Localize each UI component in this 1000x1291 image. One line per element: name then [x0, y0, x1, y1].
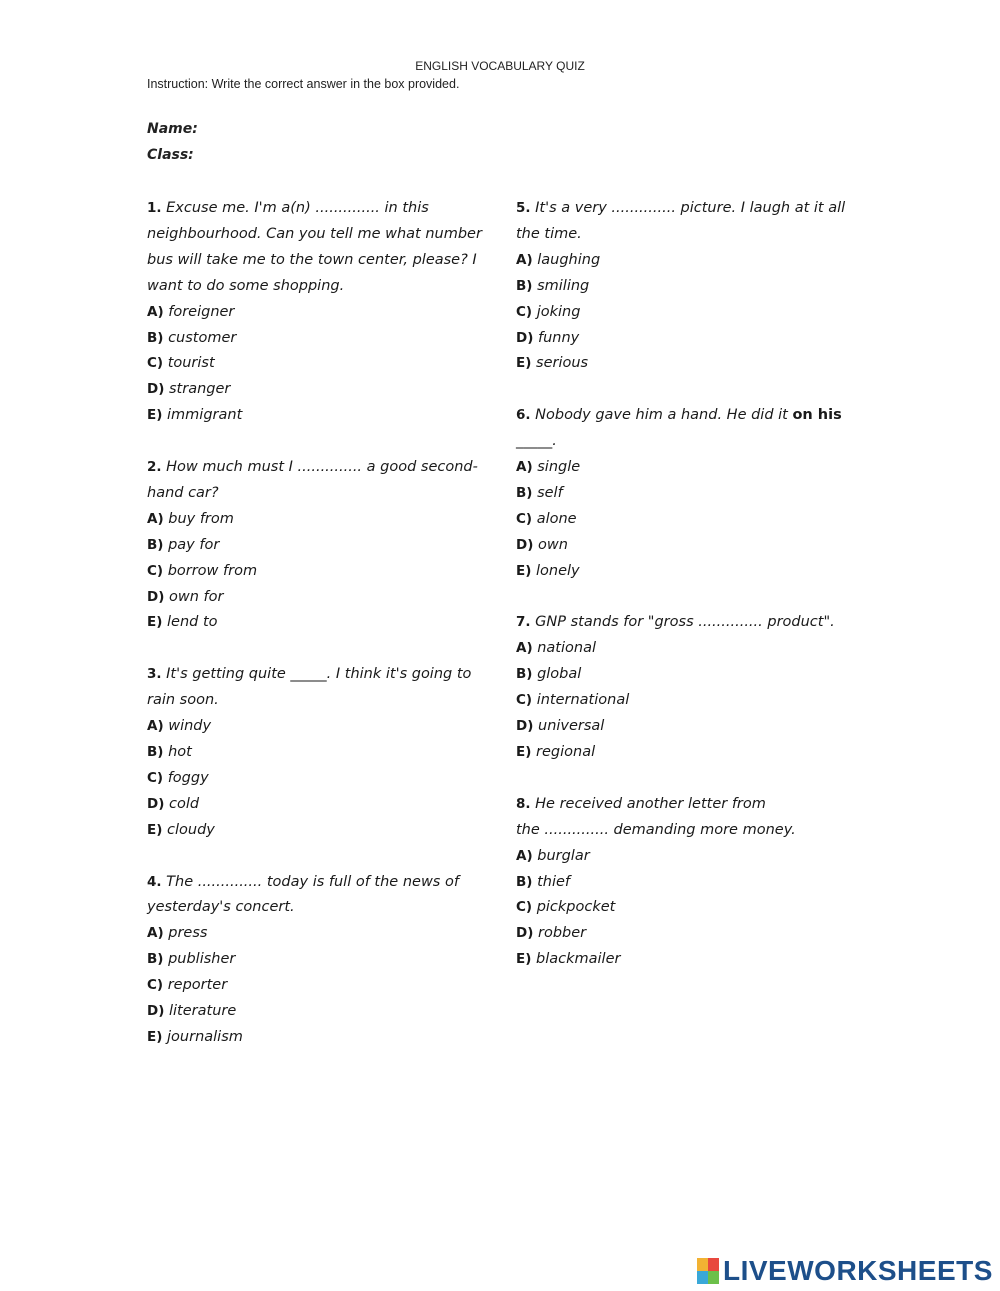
option-d[interactable] — [147, 585, 497, 611]
option-text: publisher — [168, 951, 236, 968]
question-stem — [516, 196, 866, 248]
question-1 — [147, 196, 497, 429]
option-text: literature — [169, 1003, 237, 1020]
option-c[interactable] — [516, 507, 866, 533]
question-text: He received another letter from — [535, 795, 766, 812]
option-a[interactable] — [516, 455, 866, 481]
question-6 — [516, 403, 866, 584]
option-e[interactable] — [147, 610, 497, 636]
option-a[interactable] — [147, 300, 497, 326]
option-a[interactable] — [516, 844, 866, 870]
option-text: journalism — [167, 1028, 243, 1045]
option-letter: E) — [147, 614, 163, 631]
option-e[interactable] — [147, 818, 497, 844]
option-d[interactable] — [147, 792, 497, 818]
option-text: burglar — [537, 847, 590, 864]
option-letter: C) — [516, 692, 533, 709]
option-b[interactable] — [147, 533, 497, 559]
question-4 — [147, 870, 497, 1051]
option-text: alone — [536, 510, 577, 527]
option-text: global — [537, 666, 582, 683]
question-number: 4. — [147, 873, 162, 890]
class-label: Class: — [147, 147, 194, 163]
option-text: national — [537, 640, 596, 657]
question-number: 7. — [516, 614, 531, 631]
option-letter: B) — [516, 666, 533, 683]
option-text: tourist — [167, 355, 215, 372]
option-c[interactable] — [516, 300, 866, 326]
option-letter: C) — [147, 769, 164, 786]
option-b[interactable] — [516, 274, 866, 300]
logo-blocks-icon — [697, 1258, 719, 1284]
liveworksheets-logo — [697, 1255, 993, 1287]
option-letter: E) — [516, 355, 532, 372]
option-letter: B) — [147, 951, 164, 968]
option-b[interactable] — [147, 947, 497, 973]
option-letter: B) — [147, 744, 164, 760]
question-stem — [147, 870, 497, 922]
option-text: own — [538, 536, 568, 553]
option-letter: A) — [516, 640, 533, 657]
option-text: lend to — [167, 614, 218, 631]
option-a[interactable] — [516, 248, 866, 274]
option-text: blackmailer — [536, 951, 621, 968]
option-letter: E) — [147, 821, 163, 838]
option-b[interactable] — [147, 740, 497, 766]
option-text: smiling — [537, 277, 590, 294]
question-text: It's a very .............. picture. I laugh at it all the time. — [516, 200, 846, 242]
option-letter: D) — [147, 795, 165, 812]
option-text: buy from — [168, 510, 234, 527]
question-stem — [147, 196, 497, 300]
option-e[interactable] — [516, 559, 866, 585]
option-letter: A) — [147, 718, 164, 735]
option-b[interactable] — [516, 481, 866, 507]
option-text: international — [536, 692, 630, 709]
option-d[interactable] — [516, 714, 866, 740]
question-5 — [516, 196, 866, 377]
question-stem — [147, 455, 497, 507]
option-d[interactable] — [516, 326, 866, 352]
option-b[interactable] — [516, 870, 866, 896]
page-title: ENGLISH VOCABULARY QUIZ — [415, 59, 585, 73]
option-d[interactable] — [516, 533, 866, 559]
option-letter: E) — [147, 1028, 163, 1045]
option-letter: D) — [147, 1003, 165, 1020]
option-letter: D) — [516, 925, 534, 942]
option-text: cold — [169, 795, 200, 812]
option-letter: C) — [516, 510, 533, 527]
option-text: pickpocket — [536, 899, 616, 916]
option-text: lonely — [536, 562, 580, 579]
question-number: 8. — [516, 795, 531, 812]
option-text: joking — [536, 303, 581, 320]
option-text: laughing — [537, 251, 601, 268]
option-text: immigrant — [167, 407, 243, 424]
left-column — [147, 196, 497, 1077]
option-text: press — [168, 925, 208, 942]
question-number: 2. — [147, 459, 162, 476]
option-text: own for — [169, 588, 224, 605]
option-letter: D) — [516, 718, 534, 735]
instruction-text: Instruction: Write the correct answer in the box provided. — [147, 77, 460, 91]
option-a[interactable] — [516, 636, 866, 662]
option-letter: C) — [516, 303, 533, 320]
option-text: reporter — [167, 977, 228, 994]
option-text: regional — [536, 744, 596, 760]
question-stem — [147, 662, 497, 714]
question-7 — [516, 610, 866, 765]
option-letter: B) — [516, 873, 533, 890]
question-number: 6. — [516, 407, 531, 424]
option-e[interactable] — [147, 403, 497, 429]
option-e[interactable] — [147, 1025, 497, 1051]
option-c[interactable] — [516, 895, 866, 921]
answer-blank: _____. — [516, 433, 557, 450]
option-text: customer — [168, 329, 237, 346]
option-letter: B) — [516, 484, 533, 501]
option-letter: C) — [516, 899, 533, 916]
option-d[interactable] — [147, 377, 497, 403]
question-3 — [147, 662, 497, 843]
option-c[interactable] — [147, 973, 497, 999]
question-2 — [147, 455, 497, 636]
option-letter: D) — [516, 329, 534, 346]
option-text: single — [537, 459, 581, 476]
question-number: 5. — [516, 200, 531, 216]
option-text: windy — [168, 718, 212, 735]
option-text: hot — [168, 744, 192, 760]
option-letter: C) — [147, 562, 164, 579]
question-text: the .............. demanding more money. — [516, 821, 796, 838]
option-letter: A) — [147, 303, 164, 320]
question-text: The .............. today is full of the news of yesterday's concert. — [147, 873, 459, 916]
option-a[interactable] — [147, 921, 497, 947]
option-text: foggy — [167, 769, 209, 786]
option-b[interactable] — [147, 326, 497, 352]
option-a[interactable] — [147, 714, 497, 740]
question-text: How much must I .............. a good second-hand car? — [147, 459, 478, 501]
option-letter: E) — [516, 951, 532, 968]
option-b[interactable] — [516, 662, 866, 688]
option-text: funny — [538, 329, 580, 346]
option-letter: B) — [147, 536, 164, 553]
option-text: universal — [538, 718, 605, 735]
option-letter: D) — [516, 536, 534, 553]
option-a[interactable] — [147, 507, 497, 533]
option-text: self — [537, 484, 563, 501]
option-text: pay for — [168, 536, 220, 553]
option-e[interactable] — [516, 351, 866, 377]
option-text: serious — [536, 355, 589, 372]
question-text: Excuse me. I'm a(n) .............. in this neighbourhood. Can you tell me what number bus will take me to the town center, please? I want to do some shopping. — [147, 200, 482, 294]
option-d[interactable] — [147, 999, 497, 1025]
question-text: GNP stands for "gross .............. product". — [535, 614, 835, 631]
option-e[interactable] — [516, 740, 866, 766]
option-text: thief — [537, 873, 571, 890]
question-stem — [516, 403, 866, 455]
option-letter: A) — [147, 925, 164, 942]
option-text: cloudy — [167, 821, 215, 838]
question-stem — [516, 610, 866, 636]
logo-text: LIVEWORKSHEETS — [723, 1255, 993, 1286]
option-d[interactable] — [516, 921, 866, 947]
option-letter: E) — [147, 407, 163, 424]
question-emphasis: on his — [792, 407, 842, 424]
option-letter: C) — [147, 355, 164, 372]
option-letter: B) — [516, 277, 533, 294]
name-label: Name: — [147, 121, 198, 137]
option-e[interactable] — [516, 947, 866, 973]
option-letter: D) — [147, 381, 165, 398]
option-text: stranger — [169, 381, 231, 398]
option-text: robber — [538, 925, 587, 942]
option-text: foreigner — [168, 303, 235, 320]
question-stem — [516, 792, 866, 844]
question-text: Nobody gave him a hand. He did it — [535, 407, 788, 424]
question-8 — [516, 792, 866, 973]
option-letter: D) — [147, 588, 165, 605]
question-number: 3. — [147, 666, 162, 683]
option-letter: A) — [516, 847, 533, 864]
option-letter: B) — [147, 329, 164, 346]
option-letter: E) — [516, 562, 532, 579]
option-letter: E) — [516, 744, 532, 760]
option-c[interactable] — [516, 688, 866, 714]
question-text: It's getting quite _____. I think it's going to rain soon. — [147, 666, 472, 709]
option-text: borrow from — [167, 562, 258, 579]
right-column — [516, 196, 866, 999]
option-letter: C) — [147, 977, 164, 994]
option-letter: A) — [516, 459, 533, 476]
option-c[interactable] — [147, 766, 497, 792]
option-letter: A) — [147, 510, 164, 527]
question-number: 1. — [147, 200, 162, 216]
option-c[interactable] — [147, 559, 497, 585]
option-letter: A) — [516, 251, 533, 268]
option-c[interactable] — [147, 351, 497, 377]
